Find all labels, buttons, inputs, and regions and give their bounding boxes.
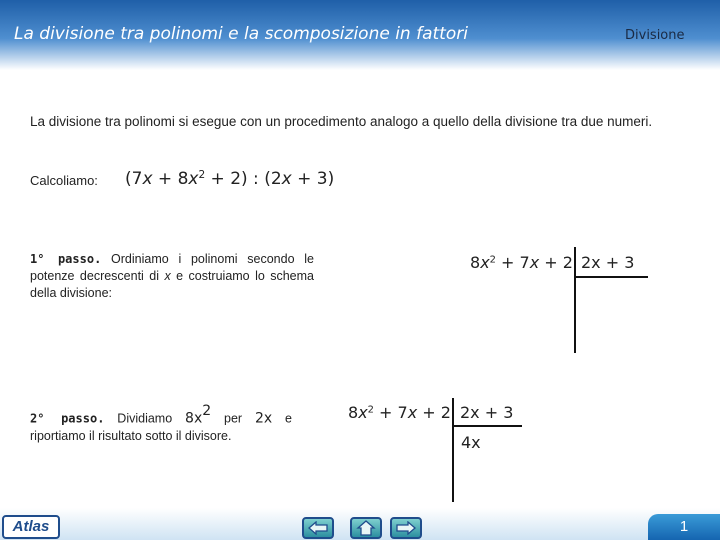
step-2-text: 2° passo. Dividiamo $8x^2$ per 2x e riportiamo il risultato sotto il divisore. [30, 403, 292, 443]
section-label: Divisione [625, 28, 685, 43]
next-button[interactable] [390, 517, 422, 539]
page-title: La divisione tra polinomi e la scomposizione in fattori [14, 24, 468, 44]
page-number: 1 [648, 514, 720, 540]
scheme-1-vertical-line [574, 247, 576, 353]
scheme-1-divisor: 2x + 3 [581, 253, 635, 272]
scheme-2-quotient: 4x [461, 433, 481, 452]
home-icon [356, 520, 376, 536]
intro-text: La divisione tra polinomi si esegue con un procedimento analogo a quello della divisione tra due numeri. [30, 114, 653, 129]
scheme-2-divisor: 2x + 3 [460, 403, 514, 422]
prev-button[interactable] [302, 517, 334, 539]
scheme-1-dividend: $8x^2 + 7x + 2$ [470, 253, 573, 272]
home-button[interactable] [350, 517, 382, 539]
scheme-2-horizontal-line [452, 425, 522, 427]
step-1-text: 1° passo. Ordiniamo i polinomi secondo le potenze decrescenti di x e costruiamo lo schema della divisione: [30, 252, 314, 300]
scheme-1-horizontal-line [574, 276, 648, 278]
division-expression: $(7x + 8x^2 + 2)$ : (2x + 3) [125, 169, 335, 189]
calc-label: Calcoliamo: [30, 173, 98, 188]
atlas-logo: Atlas [2, 515, 60, 539]
scheme-2-dividend: $8x^2 + 7x + 2$ [348, 403, 451, 422]
arrow-left-icon [308, 521, 328, 535]
scheme-2-vertical-line [452, 398, 454, 502]
arrow-right-icon [396, 521, 416, 535]
